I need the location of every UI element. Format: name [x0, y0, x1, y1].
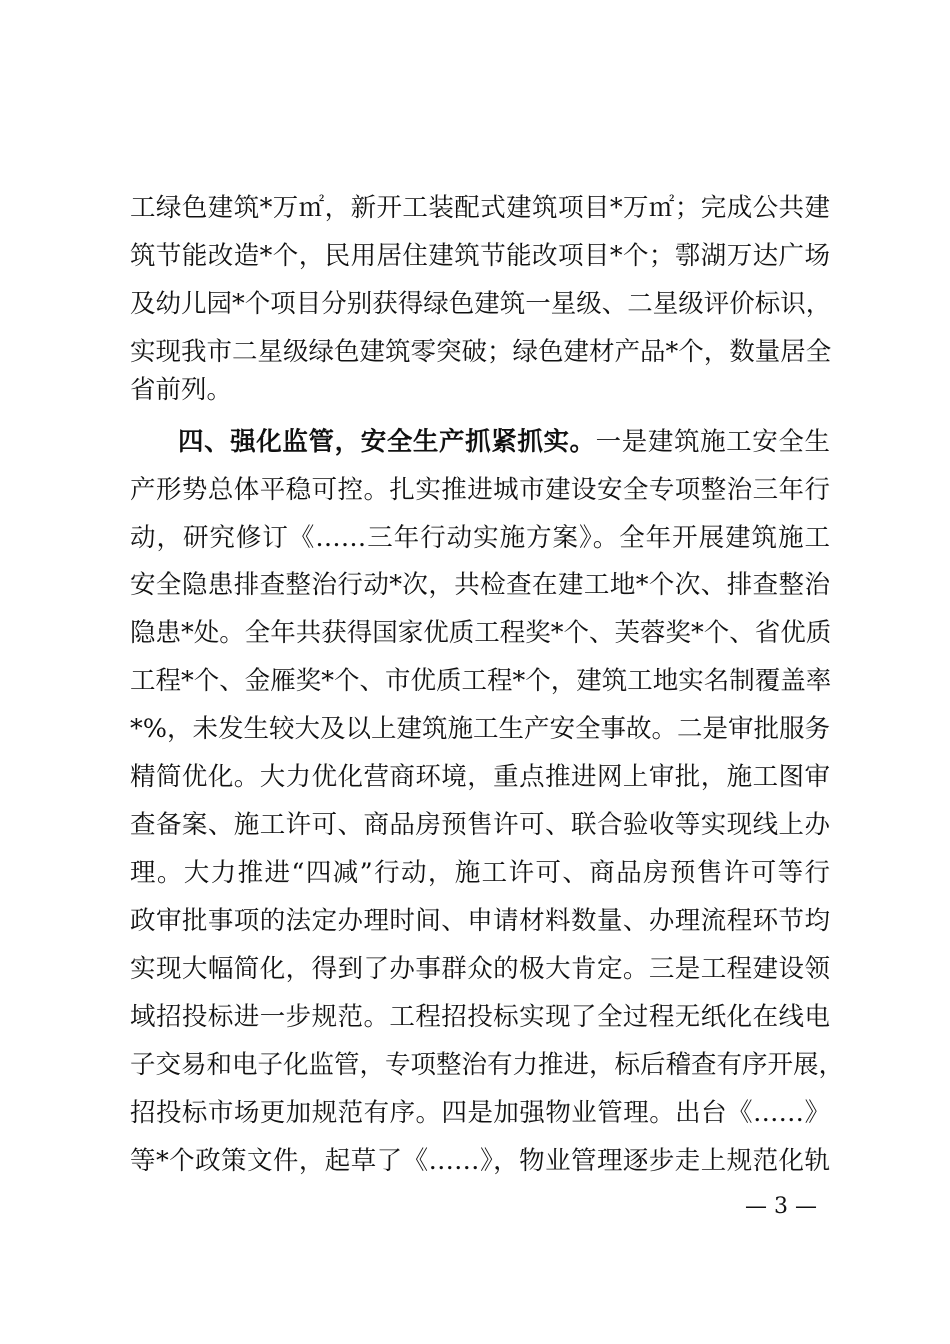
paragraph-2-line-10: 理。大力推进“四减”行动，施工许可、商品房预售许可等行: [130, 858, 830, 888]
paragraph-1-line-4: 实现我市二星级绿色建筑零突破；绿色建材产品*个，数量居全: [130, 337, 832, 367]
paragraph-2-line-1-rest: 一是建筑施工安全生: [595, 427, 830, 457]
section-heading: 四、强化监管，安全生产抓紧抓实。: [178, 427, 596, 457]
paragraph-2-line-9: 查备案、施工许可、商品房预售许可、联合验收等实现线上办: [130, 810, 830, 840]
paragraph-2-line-11: 政审批事项的法定办理时间、申请材料数量、办理流程环节均: [130, 906, 830, 936]
paragraph-2-line-8: 精简优化。大力优化营商环境，重点推进网上审批，施工图审: [130, 762, 830, 792]
paragraph-2-line-16: 等*个政策文件，起草了《……》，物业管理逐步走上规范化轨: [130, 1146, 830, 1176]
paragraph-2-line-15: 招投标市场更加规范有序。四是加强物业管理。出台《……》: [130, 1098, 830, 1128]
paragraph-1-line-2: 筑节能改造*个，民用居住建筑节能改项目*个；鄠湖万达广场: [130, 241, 830, 271]
paragraph-2-line-2: 产形势总体平稳可控。扎实推进城市建设安全专项整治三年行: [130, 475, 830, 505]
paragraph-1-line-3: 及幼儿园*个项目分别获得绿色建筑一星级、二星级评价标识，: [130, 289, 832, 319]
paragraph-2-line-7: *%，未发生较大及以上建筑施工生产安全事故。二是审批服务: [130, 714, 830, 744]
paragraph-2-line-1: [178, 422, 830, 462]
paragraph-2-line-4: 安全隐患排查整治行动*次，共检查在建工地*个次、排查整治: [130, 570, 830, 600]
paragraph-2-line-6: 工程*个、金雁奖*个、市优质工程*个，建筑工地实名制覆盖率: [130, 666, 832, 696]
paragraph-2-line-14: 子交易和电子化监管，专项整治有力推进，标后稽查有序开展，: [130, 1050, 845, 1080]
paragraph-2-line-3: 动，研究修订《……三年行动实施方案》。全年开展建筑施工: [130, 523, 830, 553]
paragraph-2-line-12: 实现大幅简化，得到了办事群众的极大肯定。三是工程建设领: [130, 954, 830, 984]
paragraph-2-line-5: 隐患*处。全年共获得国家优质工程奖*个、芙蓉奖*个、省优质: [130, 618, 832, 648]
paragraph-1-line-1: 工绿色建筑*万㎡，新开工装配式建筑项目*万㎡；完成公共建: [130, 193, 830, 223]
paragraph-1-line-5: 省前列。: [130, 375, 233, 405]
page-number: — 3 —: [745, 1194, 817, 1219]
paragraph-2-line-13: 域招投标进一步规范。工程招投标实现了全过程无纸化在线电: [130, 1002, 830, 1032]
